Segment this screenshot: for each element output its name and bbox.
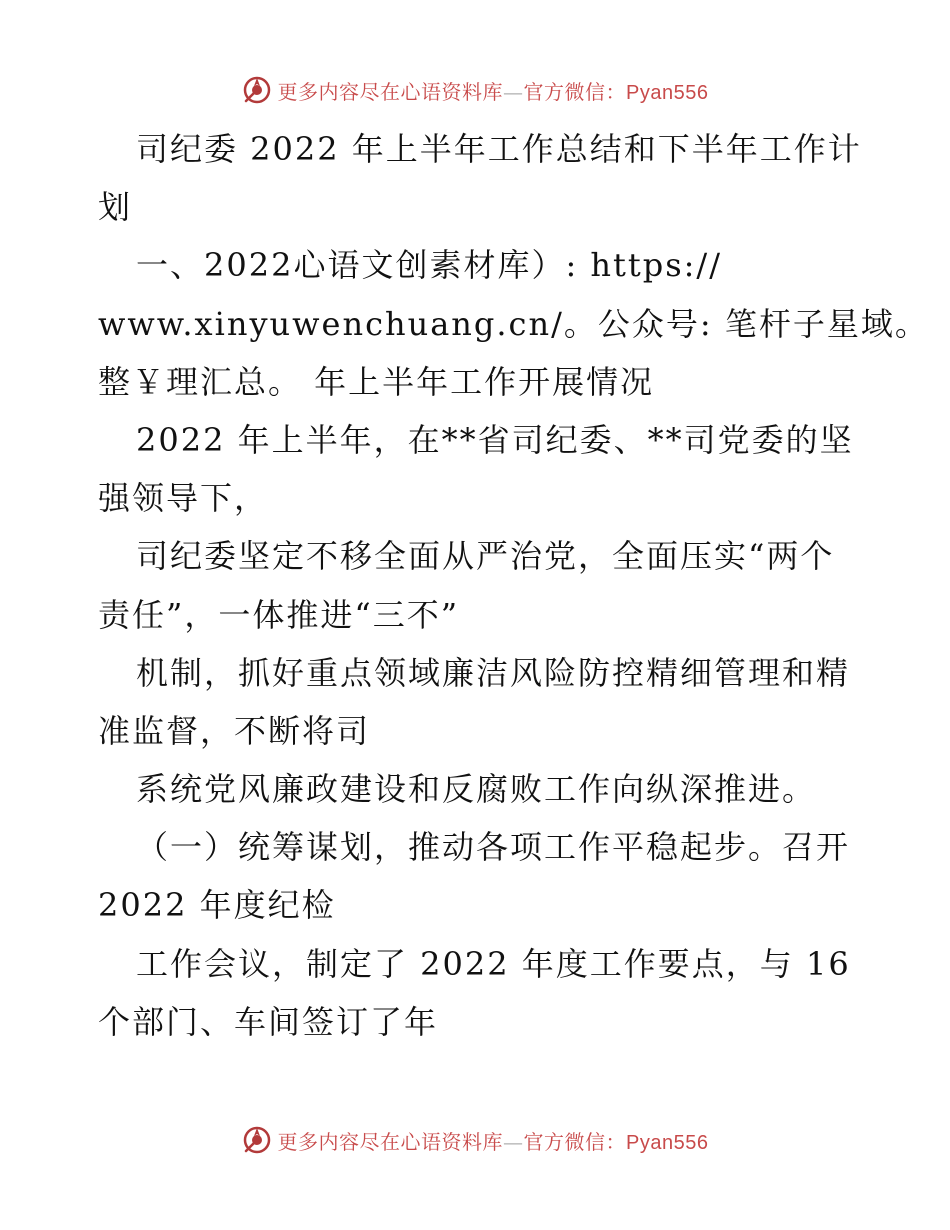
text-line: 划: [98, 188, 133, 227]
text-line: 强领导下，: [98, 479, 269, 518]
text-line: 责任”，一体推进“三不”: [98, 595, 460, 634]
text-line: 机制，抓好重点领域廉洁风险防控精细管理和精: [136, 653, 851, 692]
text-line: 个部门、车间签订了年: [98, 1002, 439, 1041]
text-line: 整￥理汇总。 年上半年工作开展情况: [98, 362, 655, 401]
text-line: 司纪委坚定不移全面从严治党，全面压实“两个: [136, 537, 835, 576]
watermark-text: 更多内容尽在心语资料库—官方微信：Pyan556: [277, 79, 709, 104]
text-line: 工作会议，制定了 2022 年度工作要点，与 16: [136, 944, 851, 983]
pen-logo-icon: [242, 1125, 272, 1155]
text-line: 准监督，不断将司: [98, 711, 371, 750]
text-line: 2022 年上半年，在**省司纪委、**司党委的坚: [136, 420, 854, 459]
pen-logo-icon: [242, 75, 272, 105]
watermark-banner-bottom: [0, 1120, 950, 1160]
text-line: 一、2022心语文创素材库）: https://: [136, 246, 722, 285]
text-line: 司纪委 2022 年上半年工作总结和下半年工作计: [136, 130, 862, 168]
text-line: www.xinyuwenchuang.cn/。公众号: 笔杆子星域。: [98, 304, 929, 343]
document-body: [98, 120, 929, 1051]
text-line: （一）统筹谋划，推动各项工作平稳起步。召开: [136, 828, 851, 867]
text-line: 2022 年度纪检: [98, 886, 336, 925]
watermark-text: 更多内容尽在心语资料库—官方微信：Pyan556: [277, 1129, 709, 1154]
watermark-banner-top: [0, 70, 950, 110]
text-line: 系统党风廉政建设和反腐败工作向纵深推进。: [136, 770, 817, 809]
